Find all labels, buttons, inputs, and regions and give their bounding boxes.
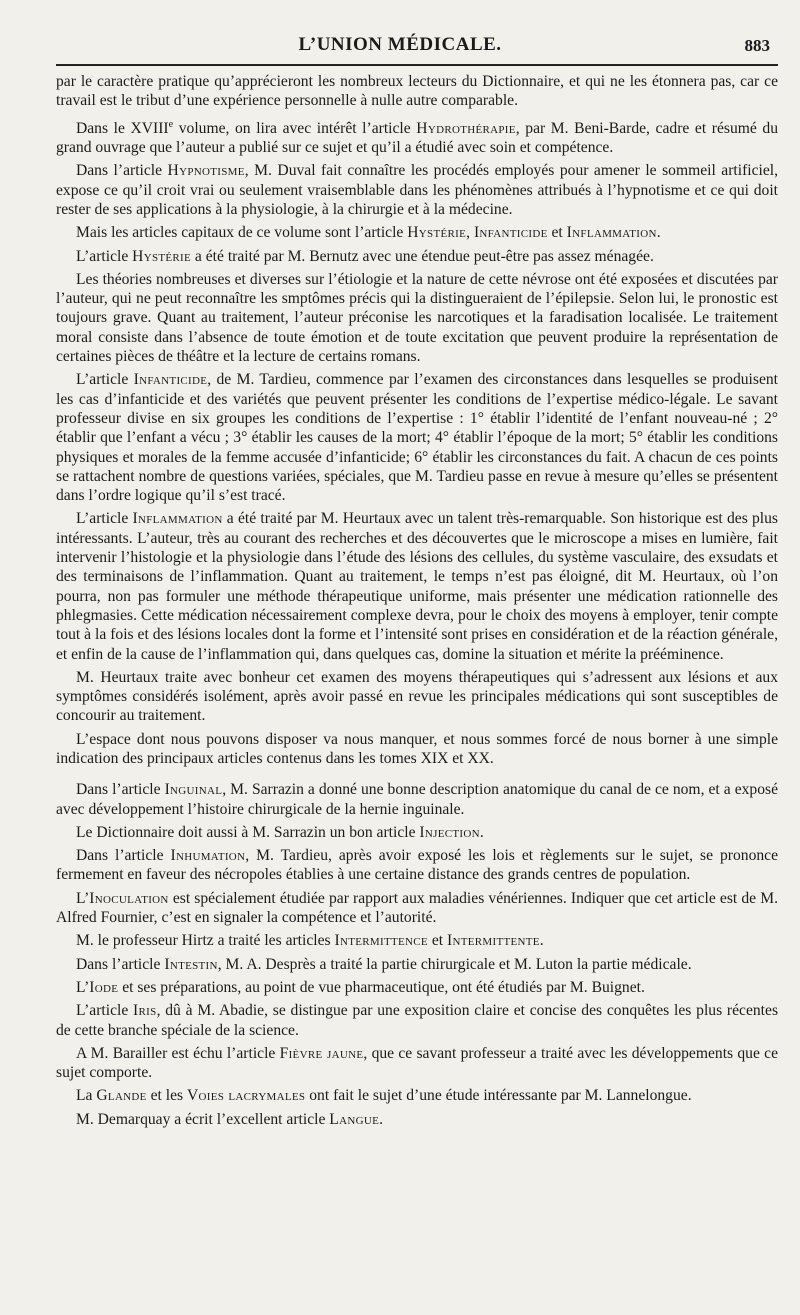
- article-title: Hystérie: [132, 247, 192, 265]
- text-run: M. Demarquay a écrit l’excellent article: [76, 1110, 330, 1128]
- article-title: Voies lacrymales: [186, 1087, 306, 1105]
- article-title: Hydrothérapie: [416, 119, 516, 137]
- text-run: A M. Barailler est échu l’article: [76, 1044, 280, 1062]
- text-run: L’article: [76, 510, 133, 528]
- text-run: , M. Sarrazin a donné une bonne description anatomique du canal de ce nom, et a exposé avec développement l’histoire chirurgicale de la hernie inguinale.: [56, 781, 778, 818]
- text-run: L’espace dont nous pouvons disposer va nous manquer, et nous sommes forcé de nous borner à une simple indication des principaux articles contenus dans les tomes XIX et XX.: [56, 730, 778, 767]
- article-title: Infanticide: [133, 371, 208, 389]
- text-run: , M. Tardieu, après avoir exposé les lois et règlements sur le sujet, se prononce fermement en faveur des nécropoles établies à une certaine distance des grands centres de population.: [56, 847, 779, 884]
- article-title: Fièvre jaune: [279, 1044, 364, 1062]
- article-title: Iode: [89, 978, 119, 996]
- paragraph: [56, 1086, 778, 1105]
- text-run: Dans l’article: [76, 781, 165, 799]
- text-run: et: [427, 932, 447, 950]
- page-header: [0, 30, 800, 62]
- text-run: M. le professeur Hirtz a traité les articles: [76, 932, 335, 950]
- text-run: Mais les articles capitaux de ce volume sont l’article: [76, 224, 408, 242]
- paragraph: [56, 270, 778, 366]
- text-run: Les théories nombreuses et diverses sur l’étiologie et la nature de cette névrose ont été exposées et discutées par l’auteur, qui ne peut reconnaître les smptômes précis qui la distingueraient de l’épilepsie. Selon lui, le pronostic est toujours grave. Quant au traitement, l’auteur préconise les narcotiques et la faradisation localisée. Le traitement moral consiste dans l’absence de toute émotion et de toute excitation que peuvent produire la représentation de certaines pièces de théâtre et la lecture de certains romans.: [56, 270, 778, 366]
- text-run: L’: [76, 889, 90, 907]
- header-rule: [56, 64, 778, 66]
- article-title: Intermittente: [446, 932, 540, 950]
- text-run: , que ce savant professeur a traité avec les développements que ce sujet comporte.: [56, 1044, 779, 1082]
- paragraph: [56, 780, 778, 819]
- text-run: .: [379, 1110, 384, 1128]
- text-run: L’article: [76, 1002, 134, 1020]
- text-run: L’: [76, 978, 90, 996]
- article-title: Inflammation: [132, 510, 223, 528]
- paragraph: [56, 161, 778, 219]
- article-title: Inflammation: [566, 224, 657, 242]
- text-run: et: [547, 224, 567, 242]
- text-run: Dans l’article: [76, 847, 171, 865]
- text-run: La: [76, 1087, 97, 1105]
- text-run: est spécialement étudiée par rapport aux maladies vénériennes. Indiquer que cet article est de M. Alfred Fournier, c’est en signaler la compétence et l’autorité.: [56, 889, 778, 927]
- paragraph: [56, 509, 778, 663]
- paragraph: [56, 247, 778, 266]
- paragraph: [56, 1001, 778, 1040]
- paragraph: [56, 889, 778, 928]
- paragraph: [56, 223, 778, 242]
- article-title: Intermittence: [334, 932, 428, 950]
- article-title: Hystérie: [407, 224, 467, 242]
- running-title: L’UNION MÉDICALE.: [298, 34, 502, 55]
- text-run: , dû à M. Abadie, se distingue par une exposition claire et concise des conquêtes les plus récentes de cette branche spéciale de la science.: [56, 1002, 779, 1039]
- article-title: Inoculation: [89, 889, 169, 907]
- paragraph: [56, 1044, 778, 1083]
- article-title: Iris: [133, 1002, 157, 1020]
- text-run: , par M. Beni-Barde, cadre et résumé du grand ouvrage que l’auteur a publié sur ce sujet et qu’il a étudié avec soin et compétence.: [56, 119, 778, 157]
- article-title: Infanticide: [473, 224, 548, 242]
- text-run: et les: [146, 1087, 187, 1105]
- text-run: , M. A. Desprès a traité la partie chirurgicale et M. Luton la partie médicale.: [217, 955, 692, 973]
- paragraph: [56, 72, 778, 111]
- text-run: a été traité par M. Bernutz avec une étendue peut-être pas assez ménagée.: [191, 247, 654, 265]
- article-title: Langue: [329, 1110, 380, 1128]
- paragraph: [56, 730, 778, 769]
- article-title: Inhumation: [170, 847, 246, 865]
- text-run: a été traité par M. Heurtaux avec un talent très-remarquable. Son historique est des plus intéressants. L’auteur, très au courant des recherches et des découvertes que le microscope a mises en lumière, fait intervenir l’histologie et la physiologie dans l’étude des lésions des cellules, du système vasculaire, des exsudats et des terminaisons de l’inflammation. Quant au traitement, le temps n’est pas éloigné, dit M. Heurtaux, où l’on pourra, non pas formuler une méthode thérapeutique uniforme, mais présenter une médication rationnelle des phlegmasies. Cette médication nécessairement complexe devra, pour le choix des moyens à employer, tenir compte tout à la fois et des lésions locales dont la forme et l’intensité sont prises en considération et de la réaction générale, et enfin de la cause de l’inflammation qui, dans quelques cas, domine la situation et mérite la prééminence.: [56, 510, 779, 663]
- text-run: , M. Duval fait connaître les procédés employés pour amener le sommeil artificiel, expose ce qu’il croit vrai ou seulement vraisemblable dans les phénomènes attribués à l’hypnotisme et ce qui doit rester de ses applications à la physiologie, à la chirurgie et à la médecine.: [56, 162, 778, 218]
- text-run: Le Dictionnaire doit aussi à M. Sarrazin un bon article: [76, 823, 420, 841]
- article-title: Injection: [419, 823, 480, 841]
- paragraph: [56, 115, 778, 158]
- paragraph: [56, 1110, 778, 1129]
- paragraph: [56, 931, 778, 950]
- text-run: Dans le XVIII: [76, 119, 169, 137]
- text-run: , de M. Tardieu, commence par l’examen des circonstances dans lesquelles se produisent les cas d’infanticide et des variétés que peuvent présenter les conditions de l’expertise médico-légale. Le savant professeur divise en six groupes les conditions de l’expertise : 1° établir l’identité de l’enfant nouveau-né ; 2° établir que l’enfant a vécu ; 3° établir les causes de la mort; 4° établir l’époque de la mort; 5° établir les conditions physiques et morales de la femme accusée d’infanticide; 6° établir les circonstances du fait. A chacun de ces points se rattachent nombre de questions variées, spéciales, que M. Tardieu passe en revue à mesure qu’elles se présentent dans l’ordre logique qu’il s’est tracé.: [56, 371, 778, 505]
- text-run: par le caractère pratique qu’apprécieront les nombreux lecteurs du Dictionnaire, et qui ne les étonnera pas, car ce travail est le tribut d’une expérience personnelle à nulle autre comparable.: [56, 73, 778, 110]
- paragraph: [56, 955, 778, 974]
- body-text: [56, 72, 778, 1133]
- text-run: ,: [466, 224, 474, 242]
- paragraph: [56, 978, 778, 997]
- text-run: .: [539, 932, 544, 950]
- article-title: Hypnotisme: [167, 162, 245, 180]
- article-title: Intestin: [164, 955, 218, 973]
- paragraph: [56, 370, 778, 505]
- text-run: .: [479, 823, 484, 841]
- text-run: L’article: [76, 371, 134, 389]
- article-title: Glande: [96, 1087, 147, 1105]
- superscript: e: [168, 118, 174, 130]
- text-run: et ses préparations, au point de vue pharmaceutique, ont été étudiés par M. Buignet.: [118, 978, 645, 996]
- text-run: volume, on lira avec intérêt l’article: [173, 119, 417, 137]
- text-run: Dans l’article: [76, 955, 165, 973]
- text-run: Dans l’article: [76, 162, 168, 180]
- paragraph: [56, 823, 778, 842]
- article-title: Inguinal: [164, 781, 223, 799]
- text-run: L’article: [76, 247, 133, 265]
- text-run: .: [656, 224, 661, 242]
- text-run: M. Heurtaux traite avec bonheur cet examen des moyens thérapeutiques qui s’adressent aux lésions et aux symptômes considérés isolément, après avoir passé en revue les principales médications qui sont susceptibles de concourir au traitement.: [56, 668, 778, 725]
- text-run: ont fait le sujet d’une étude intéressante par M. Lannelongue.: [305, 1087, 692, 1105]
- page-number: 883: [744, 36, 770, 55]
- paragraph: [56, 846, 778, 885]
- paragraph: [56, 668, 778, 726]
